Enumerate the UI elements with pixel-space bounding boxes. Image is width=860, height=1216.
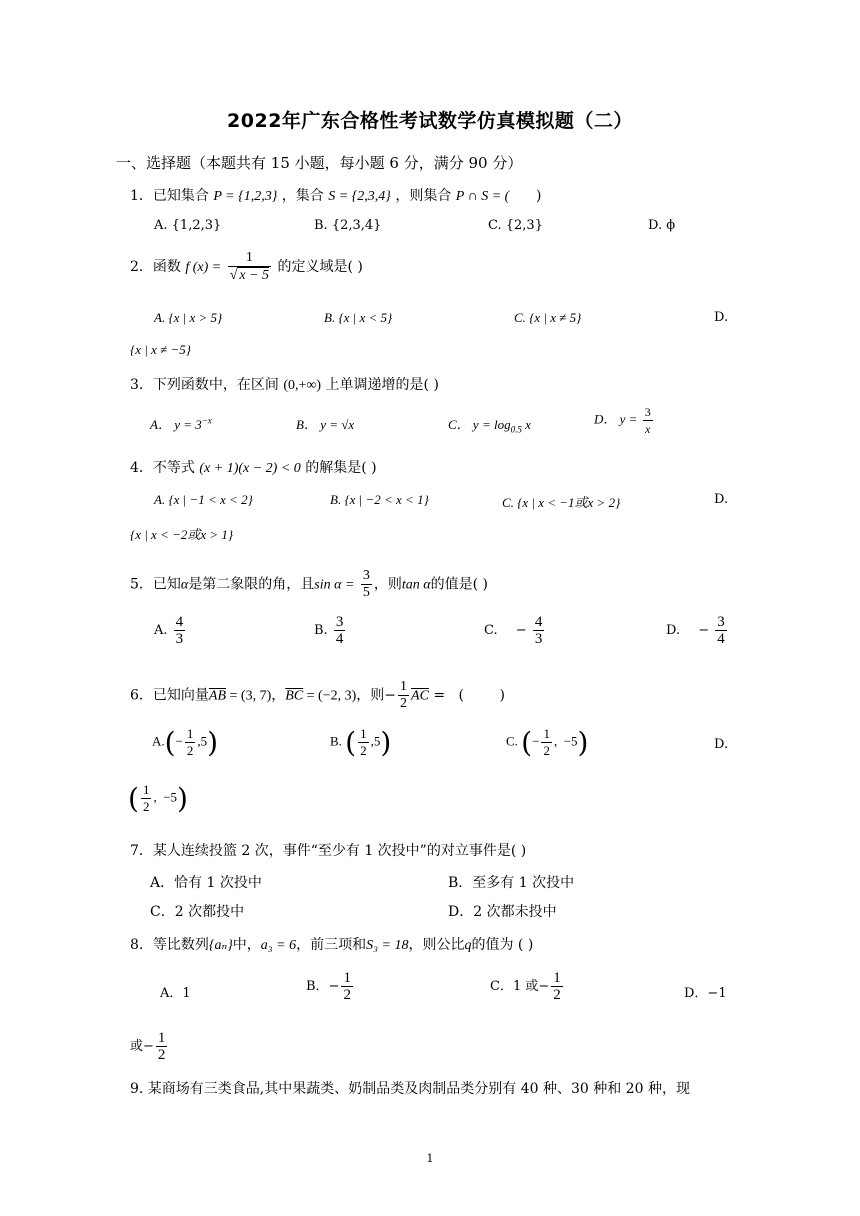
q1-stem-b: ，集合 [281,188,324,204]
q4-option-d-value: {x | x < −2或x > 1} [130,527,234,542]
q7-option-c: C．2 次都投中 [150,904,245,920]
q1-option-b: B. {2,3,4} [314,218,382,233]
q5-alpha: α [180,577,189,593]
q5-tan: tan α [401,577,431,593]
page-title: 2022年广东合格性考试数学仿真模拟题（二） [227,110,633,132]
q6-option-d-value: ( $\frac{1}{2}$ , −5) [128,782,188,815]
q4-option-c: C. {x | x < −1或x > 2} [502,495,621,510]
q3-option-d: D． y = $\frac{3}{x}$ [594,405,651,436]
q5-option-d: D. − $\frac{3}{4}$ [666,614,725,647]
q1-expression: P ∩ S = ( [455,189,510,204]
q3-stem-b: 上单调递增的是( ) [325,377,439,393]
q4-stem-b: 的解集是( ) [305,460,377,476]
q2-fraction: $\frac{1}{√ x - 5}$ [229,250,270,283]
q6-vector-ab: $\overline{AB}$ [208,688,227,704]
q7-option-b: B．至多有 1 次投中 [448,875,575,891]
q6-option-c: C. (− $\frac{1}{2}$ , −5) [506,726,589,759]
question-2 [130,250,363,284]
q2-option-d: D. [714,310,729,325]
q6-vector-bc: $\overline{BC}$ [285,688,304,704]
q3-option-c: C． $y = \log_{0.5} x$ [448,417,531,435]
q3-option-a: A． $y = 3^{-x}$ [150,415,212,432]
q2-function: f (x) = [185,260,222,275]
q5-option-c: C. − $\frac{4}{3}$ [484,614,543,647]
q3-interval: (0,+∞) [283,378,322,393]
q4-option-a: A. {x | −1 < x < 2} [154,492,253,507]
q2-option-c: C. {x | x ≠ 5} [514,310,582,325]
q6-option-b: B. ( $\frac{1}{2}$ ,5) [330,726,392,759]
q3-option-b: B． y = √x [296,417,355,432]
question-4 [130,457,377,477]
q1-stem-c: ，则集合 [395,188,452,204]
q4-option-b: B. {x | −2 < x < 1} [330,492,429,507]
question-1 [130,185,542,205]
question-5: 5．已知α是第二象限的角，且sin α = $\frac{3}{5}$ ，则tan α的值是( ) [130,568,488,600]
q4-inequality: (x + 1)(x − 2) < 0 [199,461,301,476]
q8-option-d-value: 或− $\frac{1}{2}$ [130,1030,166,1063]
q1-stem-a: 1．已知集合 [130,188,209,204]
q7-option-d: D．2 次都未投中 [448,904,557,920]
q8-option-c: C．1 或− $\frac{1}{2}$ [490,970,561,1003]
q8-q: q [464,938,472,953]
q5-sin: sin α = [314,577,355,593]
question-9: 9. 某商场有三类食品,其中果蔬类、奶制品类及肉制品类分别有 40 种、30 种和 20 种，现 [130,1081,690,1097]
q4-stem-a: 4．不等式 [130,460,195,476]
q1-option-d: D. ϕ [648,218,676,233]
question-6: 6．已知向量$\overline{AB} = (3$, 7)，$\overline{BC} = (-2$, 3)，则− $\frac{1}{2}$ $\overline{AC}$ = ( ) [130,679,505,711]
q6-option-a: A.(− $\frac{1}{2}$ ,5) [152,726,219,759]
q8-option-a: A．1 [160,986,191,1001]
q1-set-p: P = {1,2,3} [213,189,278,204]
q4-option-d: D. [714,492,729,507]
section-heading: 一、选择题（本题共有 15 小题，每小题 6 分，满分 90 分） [116,154,523,172]
q6-vector-ac: $\overline{AC}$ [411,688,429,704]
q2-option-d-value: {x | x ≠ −5} [130,342,191,357]
q8-option-d: D．−1 [684,986,727,1001]
q1-set-s: S = {2,3,4} [328,189,391,204]
q2-numerator: 1 [228,250,271,267]
q6-option-d: D. [714,737,729,752]
q2-option-b: B. {x | x < 5} [324,310,393,325]
q2-denominator: x − 5 [239,268,270,283]
q8-option-b: B．− $\frac{1}{2}$ [306,970,351,1003]
q2-option-a: A. {x | x > 5} [154,310,223,325]
q3-stem-a: 3．下列函数中，在区间 [130,377,279,393]
q1-option-c: C. {2,3} [488,218,543,233]
q8-sequence: {aₙ} [208,938,233,953]
q5-option-a: A. $\frac{4}{3}$ [154,614,184,647]
q5-option-b: B. $\frac{3}{4}$ [314,614,344,647]
q7-option-a: A．恰有 1 次投中 [150,875,262,891]
q8-a3: a₃ = 6 [260,938,297,953]
page-number: 1 [426,1152,434,1165]
question-3 [130,374,439,394]
question-7: 7．某人连续投篮 2 次，事件“至少有 1 次投中”的对立事件是( ) [130,843,527,859]
question-8: 8．等比数列{aₙ}中，a₃ = 6，前三项和S₃ = 18，则公比q的值为 ( ) [130,937,534,953]
q8-s3: S₃ = 18 [366,938,409,953]
q1-tail: ) [509,188,542,204]
q2-stem-a: 2．函数 [130,259,181,275]
q1-option-a: A. {1,2,3} [154,218,222,233]
q2-stem-b: 的定义域是( ) [277,259,363,275]
